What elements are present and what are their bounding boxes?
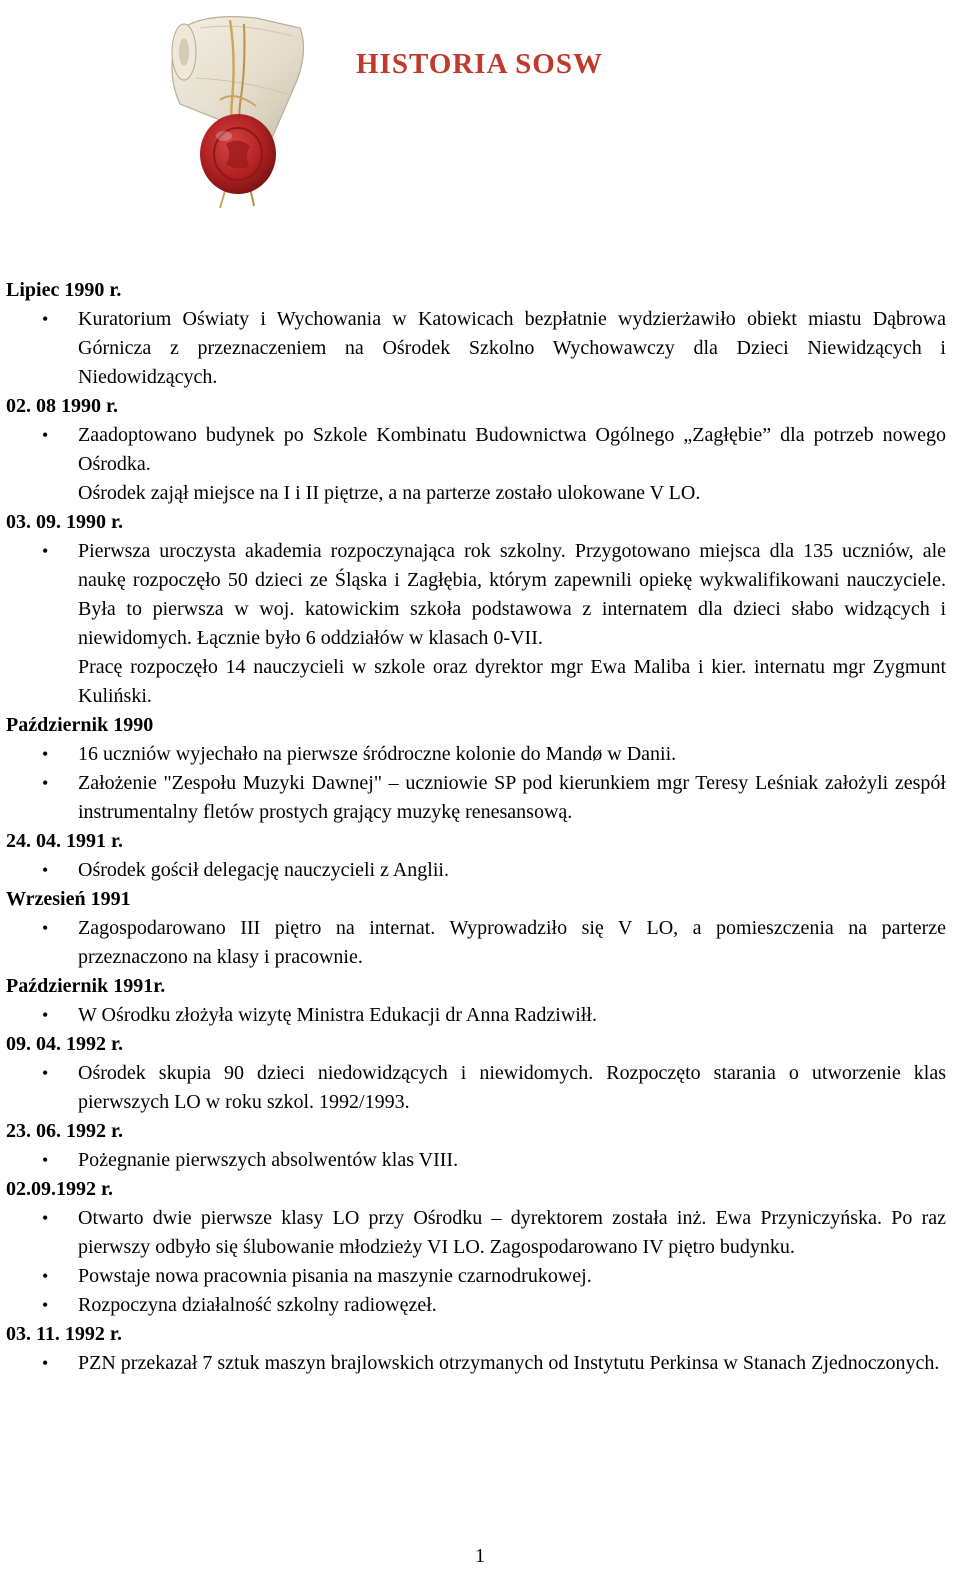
bullet-icon: •	[42, 1295, 49, 1315]
entry-item-list	[6, 537, 946, 711]
entry-item-list	[6, 305, 946, 392]
entry-item-text: Kuratorium Oświaty i Wychowania w Katowicach bezpłatnie wydzierżawiło obiekt miastu Dąbrowa Górnicza z przeznaczeniem na Ośrodek Szkolno Wychowawczy dla Dzieci Niewidzących i Niedowidzących.	[78, 308, 946, 388]
entry-item	[6, 1262, 946, 1291]
entry-item	[6, 769, 946, 827]
bullet-icon: •	[42, 1266, 49, 1286]
bullet-icon: •	[42, 1063, 49, 1083]
entry-item	[6, 1349, 946, 1378]
entry-item-text: 16 uczniów wyjechało na pierwsze śródroczne kolonie do Mandø w Danii.	[78, 743, 677, 765]
entry-date: 09. 04. 1992 r.	[6, 1033, 124, 1055]
bullet-icon: •	[42, 1005, 49, 1025]
scroll-with-wax-seal-icon	[160, 8, 310, 214]
entry-item	[6, 856, 946, 885]
bullet-icon: •	[42, 918, 49, 938]
entry-date: 02.09.1992 r.	[6, 1178, 114, 1200]
entry-item-text: PZN przekazał 7 sztuk maszyn brajlowskich otrzymanych od Instytutu Perkinsa w Stanach Zjednoczonych.	[78, 1352, 940, 1374]
entry-item-text: Ośrodek gościł delegację nauczycieli z Anglii.	[78, 859, 449, 881]
bullet-icon: •	[42, 1150, 49, 1170]
entry-date: 23. 06. 1992 r.	[6, 1120, 124, 1142]
entry-item-text: Ośrodek zajął miejsce na I i II piętrze, a na parterze zostało ulokowane V LO.	[78, 482, 701, 504]
entry-date: 24. 04. 1991 r.	[6, 830, 124, 852]
page-header	[0, 0, 960, 230]
bullet-icon: •	[42, 744, 49, 764]
page-title: HISTORIA SOSW	[356, 48, 603, 80]
entry-item-text: Pierwsza uroczysta akademia rozpoczynająca rok szkolny. Przygotowano miejsca dla 135 uczniów, ale naukę rozpoczęło 50 dzieci ze Śląska i Zagłębia, którym zapewnili opiekę wykwalifikowani nauczyciele. Była to pierwsza w woj. katowickim szkoła podstawowa z internatem dla dzieci słabo widzących i niewidomych. Łącznie było 6 oddziałów w klasach 0-VII.	[78, 540, 946, 649]
entry-item	[6, 1146, 946, 1175]
entry-item	[6, 1204, 946, 1262]
entry-item-text: Zaadoptowano budynek po Szkole Kombinatu Budownictwa Ogólnego „Zagłębie” dla potrzeb nowego Ośrodka.	[78, 424, 946, 475]
entry-item	[6, 740, 946, 769]
entry-item-text: Otwarto dwie pierwsze klasy LO przy Ośrodku – dyrektorem została inż. Ewa Przyniczyńska. Po raz pierwszy odbyło się ślubowanie młodzieży VI LO. Zagospodarowano IV piętro budynku.	[78, 1207, 946, 1258]
entry-date: 02. 08 1990 r.	[6, 395, 119, 417]
entry-date: 03. 11. 1992 r.	[6, 1323, 122, 1345]
entry-item-text: Ośrodek skupia 90 dzieci niedowidzących i niewidomych. Rozpoczęto starania o utworzenie klas pierwszych LO w roku szkol. 1992/1993.	[78, 1062, 946, 1113]
entry-date: Październik 1991r.	[6, 975, 166, 997]
entry-date: 03. 09. 1990 r.	[6, 511, 124, 533]
entry-item-text: Zagospodarowano III piętro na internat. Wyprowadziło się V LO, a pomieszczenia na parterze przeznaczono na klasy i pracownie.	[78, 917, 946, 968]
entry-item-text: Rozpoczyna działalność szkolny radiowęzeł.	[78, 1294, 437, 1316]
entry-item-text: Założenie "Zespołu Muzyki Dawnej" – uczniowie SP pod kierunkiem mgr Teresy Leśniak założyli zespół instrumentalny fletów prostych grający muzykę renesansową.	[78, 772, 946, 823]
entry-item-text: W Ośrodku złożyła wizytę Ministra Edukacji dr Anna Radziwiłł.	[78, 1004, 597, 1026]
bullet-icon: •	[42, 1353, 49, 1373]
entry-item	[6, 305, 946, 392]
entry-item-list	[6, 1001, 946, 1030]
entry-date: Lipiec 1990 r.	[6, 279, 122, 301]
bullet-icon: •	[42, 309, 49, 329]
bullet-icon: •	[42, 860, 49, 880]
bullet-icon: •	[42, 1208, 49, 1228]
entry-item	[6, 914, 946, 972]
bullet-icon: •	[42, 773, 49, 793]
bullet-icon: •	[42, 425, 49, 445]
entry-item-text: Powstaje nowa pracownia pisania na maszynie czarnodrukowej.	[78, 1265, 592, 1287]
entry-item-text: Pożegnanie pierwszych absolwentów klas VIII.	[78, 1149, 459, 1171]
entry-item-list	[6, 914, 946, 972]
history-timeline	[6, 276, 946, 1378]
entry-item	[6, 421, 946, 508]
entry-item	[6, 1291, 946, 1320]
entry-item-text: Pracę rozpoczęło 14 nauczycieli w szkole oraz dyrektor mgr Ewa Maliba i kier. internatu mgr Zygmunt Kuliński.	[78, 656, 946, 707]
bullet-icon: •	[42, 541, 49, 561]
entry-item-list	[6, 740, 946, 827]
entry-date: Październik 1990	[6, 714, 154, 736]
entry-date: Wrzesień 1991	[6, 888, 131, 910]
entry-item	[6, 537, 946, 711]
entry-item	[6, 1001, 946, 1030]
entry-item-list	[6, 421, 946, 508]
entry-item-list	[6, 1146, 946, 1175]
entry-item-list	[6, 1349, 946, 1378]
entry-item-list	[6, 1204, 946, 1320]
entry-item-list	[6, 1059, 946, 1117]
page-number: 1	[475, 1545, 485, 1567]
entry-item-list	[6, 856, 946, 885]
entry-item	[6, 1059, 946, 1117]
